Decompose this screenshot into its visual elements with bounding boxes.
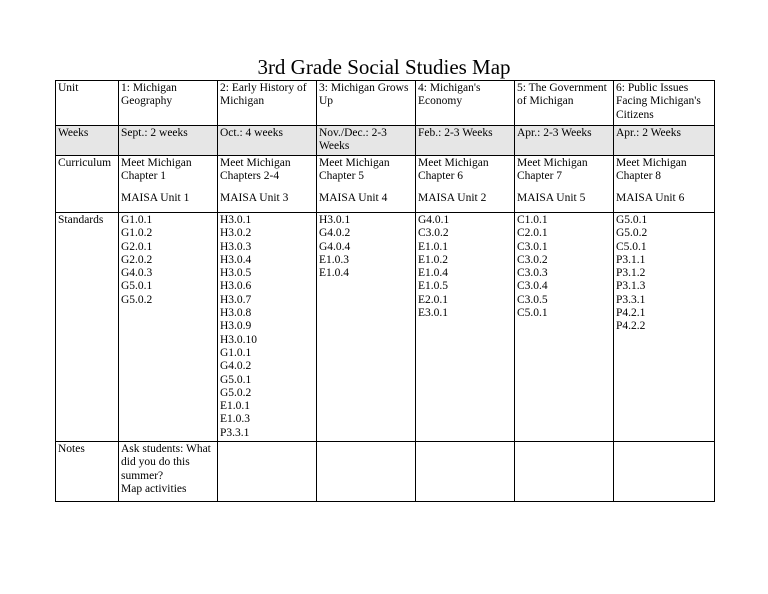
standards-cell bbox=[218, 213, 317, 442]
standards-cell bbox=[119, 213, 218, 442]
cell-line: E1.0.4 bbox=[319, 267, 350, 280]
cell-line: E1.0.1 bbox=[220, 400, 251, 413]
cell-line: P3.3.1 bbox=[616, 293, 646, 306]
curriculum-maisa-unit: MAISA Unit 3 bbox=[220, 191, 289, 204]
cell-line: C3.0.1 bbox=[517, 240, 548, 253]
weeks-cell: Oct.: 4 weeks bbox=[218, 126, 317, 156]
cell-line: E3.0.1 bbox=[418, 307, 449, 320]
unit-cell: 5: The Government of Michigan bbox=[515, 81, 614, 126]
unit-cell: 4: Michigan's Economy bbox=[416, 81, 515, 126]
row-label-notes: Notes bbox=[56, 442, 119, 502]
page-title: 3rd Grade Social Studies Map bbox=[257, 55, 511, 79]
row-label-standards: Standards bbox=[56, 213, 119, 442]
notes-cell bbox=[416, 442, 515, 502]
cell-line: H3.0.9 bbox=[220, 320, 252, 333]
curriculum-cell bbox=[515, 156, 614, 213]
notes-cell bbox=[119, 442, 218, 502]
cell-line: P4.2.1 bbox=[616, 307, 646, 320]
curriculum-maisa-unit: MAISA Unit 1 bbox=[121, 191, 190, 204]
curriculum-cell bbox=[317, 156, 416, 213]
cell-line: E1.0.2 bbox=[418, 253, 449, 266]
cell-line: G2.0.2 bbox=[121, 253, 153, 266]
curriculum-cell bbox=[614, 156, 715, 213]
standards-cell bbox=[515, 213, 614, 442]
cell-line: E1.0.1 bbox=[418, 240, 449, 253]
cell-line: E1.0.4 bbox=[418, 267, 449, 280]
cell-line: G1.0.1 bbox=[220, 346, 252, 359]
row-label-unit: Unit bbox=[56, 81, 119, 126]
notes-cell bbox=[614, 442, 715, 502]
cell-line: G4.0.1 bbox=[418, 214, 450, 226]
curriculum-chapter: Meet Michigan Chapter 7 bbox=[517, 157, 588, 183]
cell-line: Ask students: What did you do this summer? bbox=[121, 443, 211, 482]
curriculum-maisa-unit: MAISA Unit 6 bbox=[616, 191, 685, 204]
row-label-weeks: Weeks bbox=[56, 126, 119, 156]
cell-line: C1.0.1 bbox=[517, 214, 548, 226]
cell-line: G5.0.2 bbox=[616, 227, 648, 240]
unit-cell: 6: Public Issues Facing Michigan's Citizens bbox=[614, 81, 715, 126]
weeks-cell: Sept.: 2 weeks bbox=[119, 126, 218, 156]
cell-line: C5.0.1 bbox=[616, 240, 647, 253]
unit-row bbox=[56, 81, 715, 126]
curriculum-chapter: Meet Michigan Chapter 5 bbox=[319, 157, 390, 183]
cell-line: C3.0.2 bbox=[517, 253, 548, 266]
cell-line: G5.0.1 bbox=[121, 280, 153, 293]
standards-row bbox=[56, 213, 715, 442]
cell-line: G4.0.2 bbox=[319, 227, 351, 240]
cell-line: H3.0.7 bbox=[220, 293, 252, 306]
cell-line: P3.1.2 bbox=[616, 267, 646, 280]
cell-line: H3.0.5 bbox=[220, 267, 252, 280]
curriculum-maisa-unit: MAISA Unit 2 bbox=[418, 191, 487, 204]
weeks-cell: Nov./Dec.: 2-3 Weeks bbox=[317, 126, 416, 156]
standards-cell bbox=[317, 213, 416, 442]
curriculum-cell bbox=[416, 156, 515, 213]
cell-line: E1.0.5 bbox=[418, 280, 449, 293]
unit-cell: 3: Michigan Grows Up bbox=[317, 81, 416, 126]
standards-cell bbox=[416, 213, 515, 442]
weeks-row bbox=[56, 126, 715, 156]
cell-line: P3.1.3 bbox=[616, 280, 646, 293]
cell-line: G4.0.2 bbox=[220, 360, 252, 373]
cell-line: E1.0.3 bbox=[319, 253, 350, 266]
cell-line: G5.0.2 bbox=[121, 293, 153, 306]
unit-cell: 1: Michigan Geography bbox=[119, 81, 218, 126]
standards-cell bbox=[614, 213, 715, 442]
cell-line: H3.0.2 bbox=[220, 227, 252, 240]
notes-cell bbox=[317, 442, 416, 502]
cell-line: P3.3.1 bbox=[220, 426, 250, 439]
unit-cell: 2: Early History of Michigan bbox=[218, 81, 317, 126]
curriculum-cell bbox=[218, 156, 317, 213]
cell-line: H3.0.4 bbox=[220, 253, 252, 266]
curriculum-cell bbox=[119, 156, 218, 213]
cell-line: H3.0.10 bbox=[220, 333, 258, 346]
cell-line: P3.1.1 bbox=[616, 253, 646, 266]
curriculum-chapter: Meet Michigan Chapter 8 bbox=[616, 157, 687, 183]
cell-line: C3.0.4 bbox=[517, 280, 548, 293]
cell-line: E2.0.1 bbox=[418, 293, 449, 306]
cell-line: G4.0.3 bbox=[121, 267, 153, 280]
curriculum-chapter: Meet Michigan Chapters 2-4 bbox=[220, 157, 291, 183]
notes-cell bbox=[515, 442, 614, 502]
cell-line: H3.0.8 bbox=[220, 307, 252, 320]
cell-line: G4.0.4 bbox=[319, 240, 351, 253]
cell-line: H3.0.1 bbox=[220, 214, 252, 226]
cell-line: G2.0.1 bbox=[121, 240, 153, 253]
curriculum-chapter: Meet Michigan Chapter 6 bbox=[418, 157, 489, 183]
cell-line: C3.0.2 bbox=[418, 227, 449, 240]
row-label-curriculum: Curriculum bbox=[56, 156, 119, 213]
cell-line: G5.0.1 bbox=[616, 214, 648, 226]
cell-line: G1.0.1 bbox=[121, 214, 153, 226]
cell-line: H3.0.6 bbox=[220, 280, 252, 293]
cell-line: H3.0.1 bbox=[319, 214, 351, 226]
curriculum-row bbox=[56, 156, 715, 213]
cell-line: P4.2.2 bbox=[616, 320, 646, 333]
cell-line: C3.0.5 bbox=[517, 293, 548, 306]
cell-line: E1.0.3 bbox=[220, 413, 251, 426]
weeks-cell: Apr.: 2 Weeks bbox=[614, 126, 715, 156]
cell-line: H3.0.3 bbox=[220, 240, 252, 253]
cell-line: C3.0.3 bbox=[517, 267, 548, 280]
curriculum-chapter: Meet Michigan Chapter 1 bbox=[121, 157, 192, 183]
cell-line: G1.0.2 bbox=[121, 227, 153, 240]
cell-line: G5.0.2 bbox=[220, 386, 252, 399]
cell-line: C2.0.1 bbox=[517, 227, 548, 240]
curriculum-maisa-unit: MAISA Unit 4 bbox=[319, 191, 388, 204]
cell-line: Map activities bbox=[121, 482, 187, 495]
cell-line: C5.0.1 bbox=[517, 307, 548, 320]
curriculum-maisa-unit: MAISA Unit 5 bbox=[517, 191, 586, 204]
weeks-cell: Apr.: 2-3 Weeks bbox=[515, 126, 614, 156]
notes-row bbox=[56, 442, 715, 502]
notes-cell bbox=[218, 442, 317, 502]
weeks-cell: Feb.: 2-3 Weeks bbox=[416, 126, 515, 156]
social-studies-map-table bbox=[55, 80, 715, 502]
cell-line: G5.0.1 bbox=[220, 373, 252, 386]
